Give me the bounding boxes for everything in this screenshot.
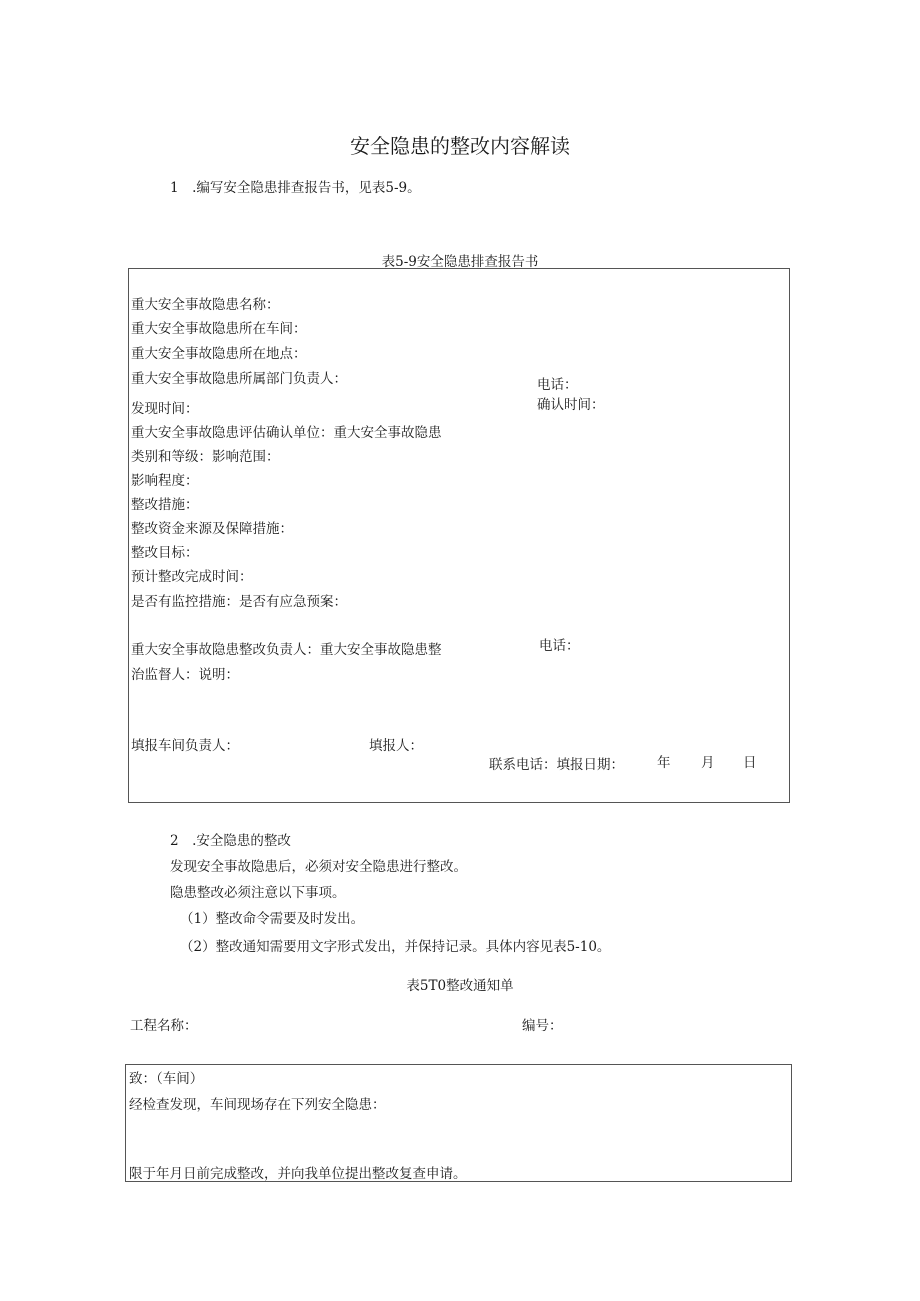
reporter-label: 填报人： xyxy=(369,738,423,754)
report-line: 类别和等级：影响范围： xyxy=(131,449,280,465)
workshop-leader-label: 填报车间负责人： xyxy=(131,738,239,754)
list-item: （1）整改命令需要及时发出。 xyxy=(180,911,365,927)
section-1-text: 1 .编写安全隐患排查报告书，见表5-9。 xyxy=(170,180,421,196)
year-label: 年 xyxy=(657,755,671,771)
report-line: 重大安全事故隐患所在车间： xyxy=(131,321,307,337)
number-label: 编号： xyxy=(522,1018,563,1034)
page-title: 安全隐患的整改内容解读 xyxy=(350,134,570,158)
list-item: （2）整改通知需要用文字形式发出，并保持记录。具体内容见表5-10。 xyxy=(180,939,611,955)
section-2-paragraph: 发现安全事故隐患后，必须对安全隐患进行整改。 xyxy=(170,859,467,875)
report-line: 发现时间： xyxy=(131,401,199,417)
notice-found: 经检查发现，车间现场存在下列安全隐患： xyxy=(129,1097,386,1113)
report-table xyxy=(128,268,790,803)
confirm-time-label: 确认时间： xyxy=(537,397,605,413)
contact-date-label: 联系电话：填报日期： xyxy=(489,757,624,773)
table-5-9-caption: 表5-9安全隐患排查报告书 xyxy=(381,254,539,270)
phone-label-2: 电话： xyxy=(539,638,580,654)
report-line: 整改资金来源及保障措施： xyxy=(131,521,293,537)
day-label: 日 xyxy=(743,755,757,771)
report-line: 重大安全事故隐患评估确认单位：重大安全事故隐患 xyxy=(131,425,442,441)
report-line: 整改目标： xyxy=(131,545,199,561)
report-line: 重大安全事故隐患所属部门负责人： xyxy=(131,371,347,387)
notice-deadline: 限于年月日前完成整改，并向我单位提出整改复查申请。 xyxy=(129,1166,467,1182)
report-line: 重大安全事故隐患名称： xyxy=(131,297,280,313)
section-2-paragraph: 隐患整改必须注意以下事项。 xyxy=(170,885,346,901)
report-line: 影响程度： xyxy=(131,473,199,489)
report-line: 是否有监控措施：是否有应急预案： xyxy=(131,594,347,610)
month-label: 月 xyxy=(701,755,715,771)
notice-to: 致：（车间） xyxy=(129,1071,204,1087)
report-line: 整改措施： xyxy=(131,497,199,513)
notice-table xyxy=(125,1064,792,1182)
report-line: 重大安全事故隐患所在地点： xyxy=(131,346,307,362)
report-line: 重大安全事故隐患整改负责人：重大安全事故隐患整 xyxy=(131,642,442,658)
report-line: 治监督人：说明： xyxy=(131,667,239,683)
section-2-heading: 2 .安全隐患的整改 xyxy=(170,833,291,849)
phone-label: 电话： xyxy=(537,377,578,393)
report-line: 预计整改完成时间： xyxy=(131,569,253,585)
table-5-10-caption: 表5T0整改通知单 xyxy=(406,978,514,994)
project-name-label: 工程名称： xyxy=(130,1018,198,1034)
